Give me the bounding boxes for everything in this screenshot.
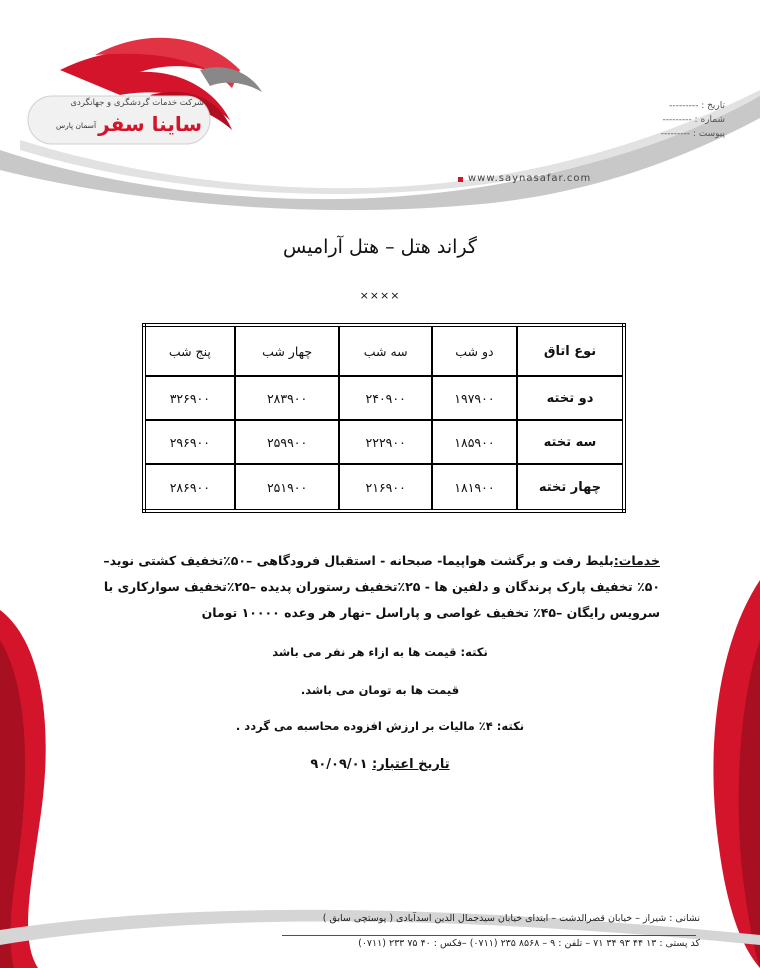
website-link[interactable]: www.saynasafar.com (468, 173, 592, 184)
price-cell: ۱۸۵۹۰۰ (432, 420, 517, 464)
page-title: گراند هتل – هتل آرامیس (283, 236, 477, 258)
logo-tagline: آسمان پارس (56, 121, 97, 130)
price-cell: ۲۵۱۹۰۰ (235, 464, 340, 511)
price-table (142, 323, 626, 513)
validity-date: ۹۰/۰۹/۰۱ (310, 757, 368, 772)
services-label: خدمات: (613, 553, 660, 568)
price-cell: ۲۸۶۹۰۰ (144, 464, 235, 511)
price-cell: ۲۵۹۹۰۰ (235, 420, 340, 464)
logo-subtitle: شرکت خدمات گردشگری و جهانگردی (70, 98, 204, 108)
table-header-cell: نوع اتاق (517, 325, 624, 376)
meta-number: شماره : --------- (662, 115, 725, 125)
price-cell: ۲۴۰۹۰۰ (339, 376, 431, 420)
room-type-cell: دو تخته (517, 376, 624, 420)
table-row (144, 376, 624, 420)
website-bullet-icon (458, 177, 463, 182)
meta-attachment: پیوست : --------- (660, 129, 725, 139)
price-cell: ۳۲۶۹۰۰ (144, 376, 235, 420)
price-cell: ۲۱۶۹۰۰ (339, 464, 431, 511)
table-header-cell: چهار شب (235, 325, 340, 376)
price-cell: ۲۸۳۹۰۰ (235, 376, 340, 420)
table-row (144, 420, 624, 464)
note-per-person: نکته: قیمت ها به ازاء هر نفر می باشد (272, 645, 488, 659)
footer-divider (282, 935, 696, 936)
document-code: ×××× (359, 289, 401, 302)
table-header-cell: دو شب (432, 325, 517, 376)
table-row (144, 464, 624, 511)
room-type-cell: چهار تخته (517, 464, 624, 511)
table-header-row (144, 325, 624, 376)
note-currency: قیمت ها به تومان می باشد. (300, 683, 460, 697)
table-header-cell: سه شب (339, 325, 431, 376)
services-paragraph (100, 548, 660, 626)
footer-address: نشانی : شیراز – خیابان قصرالدشت – ابتدای خیابان سیدجمال الدین اسدآبادی ( پوستچی سابق ) (322, 913, 700, 924)
price-cell: ۱۸۱۹۰۰ (432, 464, 517, 511)
room-type-cell: سه تخته (517, 420, 624, 464)
validity-line (240, 757, 520, 772)
meta-date: تاریخ : --------- (669, 101, 725, 111)
validity-label: تاریخ اعتبار: (372, 757, 450, 772)
logo-name: ساینا سفر (98, 112, 202, 136)
note-vat: نکته: ۴٪ مالیات بر ارزش افزوده محاسبه می گردد . (235, 719, 525, 733)
price-cell: ۲۲۲۹۰۰ (339, 420, 431, 464)
price-cell: ۱۹۷۹۰۰ (432, 376, 517, 420)
price-cell: ۲۹۶۹۰۰ (144, 420, 235, 464)
table-header-cell: پنج شب (144, 325, 235, 376)
footer-contact: کد پستی : ۱۳ ۴۴ ۹۳ ۳۴ ۷۱ – تلفن : ۹ – ۸۵۶۸ ۲۳۵ (۰۷۱۱) –فکس : ۴۰ ۷۵ ۲۳۳ (۰۷۱۱) (358, 938, 700, 949)
services-text: بلیط رفت و برگشت هواپیما- صبحانه - استقبال فرودگاهی –۵۰٪تخفیف کشتی نوید–۵۰٪ تخفیف پارک پرندگان و دلفین ها - ۲۵٪تخفیف رستوران پدیده –۲۵٪تخفیف سوارکاری با سرویس رایگان –۴۵٪ تخفیف غواصی و پاراسل –نهار هر وعده ۱۰۰۰۰ تومان (103, 553, 660, 620)
